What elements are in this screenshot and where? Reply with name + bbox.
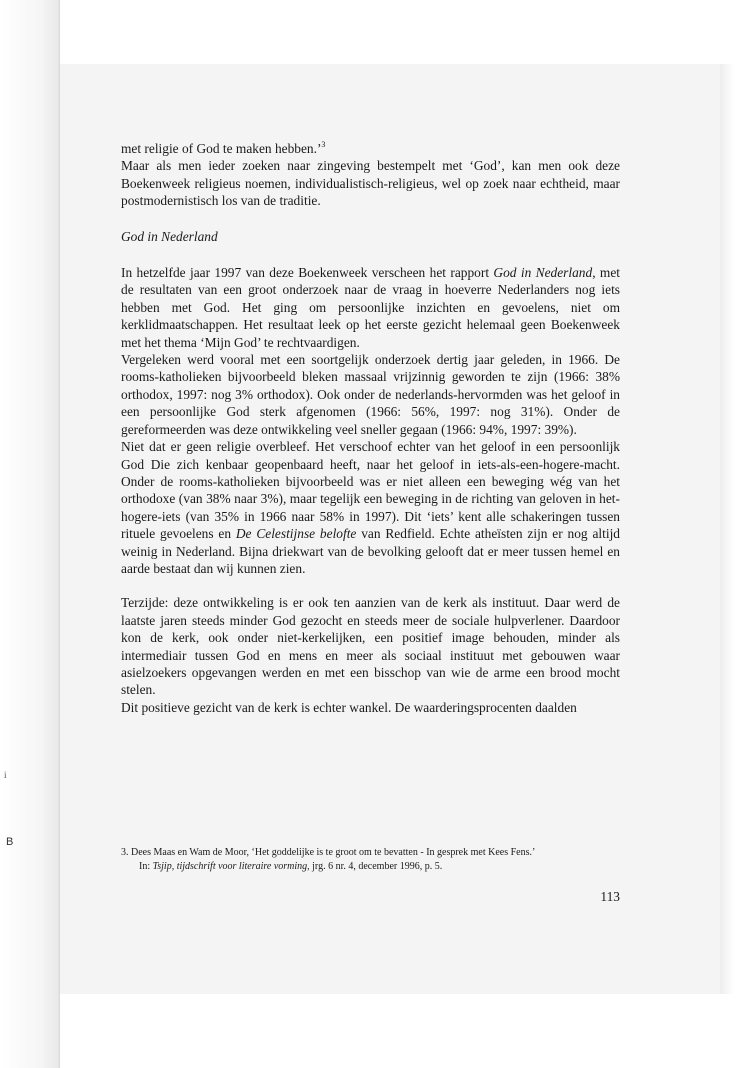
- page-number: 113: [600, 889, 620, 904]
- footnote-ref: 3: [321, 140, 326, 149]
- paragraph-5: Niet dat er geen religie overbleef. Het verschoof echter van het geloof in een persoonlijk God Die zich kenbaar geopenbaard heeft, naar het geloof in iets-als-een-hogere-macht. Onder de rooms-katholieken bijvoorbeeld was er niet alleen een beweging wég van het orthodoxe (van 38% naar 3%), maar tegelijk een beweging in de richting van geloven in het-hogere-iets (van 35% in 1966 naar 58% in 1997). Dit ‘iets’ kent alle schakeringen tussen rituele gevoelens en De Celestijnse belofte van Redfield. Echte atheïsten zijn er nog altijd weinig in Nederland. Bijna driekwart van de bevolking gelooft dat er meer tussen hemel en aarde bestaat dan wij kunnen zien.: [121, 439, 620, 576]
- paragraph-6: Terzijde: deze ontwikkeling is er ook ten aanzien van de kerk als instituut. Daar werd de laatste jaren steeds minder God gezocht en steeds meer de sociale hulpverlener. Daardoor kon de kerk, ook onder niet-kerkelijken, een positief image behouden, minder als intermediair tussen God en mens en meer als sociaal instituut met gebouwen waar asielzoekers opgevangen werden en met een bisschop van wie de arme een brood mocht stelen.: [121, 595, 620, 698]
- section-heading: God in Nederland: [121, 228, 218, 244]
- paragraph-3: In hetzelfde jaar 1997 van deze Boekenweek verscheen het rapport God in Nederland, met de resultaten van een groot onderzoek naar de vraag in hoeverre Nederlanders nog iets hebben met God. Het ging om persoonlijke inzichten en gevoelens, niet om kerklidmaatschappen. Het resultaat leek op het eerste gezicht helemaal geen Boekenweek met het thema ‘Mijn God’ te rechtvaardigen.: [121, 265, 620, 350]
- page-right-edge: [720, 64, 734, 994]
- margin-tick: i: [4, 770, 7, 780]
- paragraph-1: met religie of God te maken hebben.’$^3$: [121, 140, 326, 156]
- footnote-line-1: 3. Dees Maas en Wam de Moor, ‘Het goddelijke is te groot om te bevatten - In gesprek met Kees Fens.’: [121, 847, 536, 858]
- body-text: [121, 140, 620, 716]
- paragraph-7: Dit positieve gezicht van de kerk is echter wankel. De waarderingsprocenten daalden: [121, 699, 577, 715]
- footnote-line-2: In: Tsjip, tijdschrift voor literaire vorming, jrg. 6 nr. 4, december 1996, p. 5.: [139, 861, 443, 872]
- paragraph-2: Maar als men ieder zoeken naar zingeving bestempelt met ‘God’, kan men ook deze Boekenweek religieus noemen, individualistisch-religieus, wel op zoek naar echtheid, maar postmodernistisch los van de traditie.: [121, 158, 620, 209]
- margin-letter: B: [6, 836, 14, 848]
- footnote: [121, 846, 620, 874]
- footnote-number: 3.: [121, 847, 129, 858]
- binding-edge: [0, 0, 60, 1068]
- paragraph-4: Vergeleken werd vooral met een soortgelijk onderzoek dertig jaar geleden, in 1966. De rooms-katholieken bijvoorbeeld bleken massaal vrijzinnig geworden te zijn (1966: 38% orthodox, 1997: nog 3% orthodox). Ook onder de nederlands-hervormden was het geloof in een persoonlijke God sterk afgenomen (1966: 56%, 1997: nog 31%). Onder de gereformeerden was deze ontwikkeling veel sneller gegaan (1966: 94%, 1997: 39%).: [121, 352, 620, 437]
